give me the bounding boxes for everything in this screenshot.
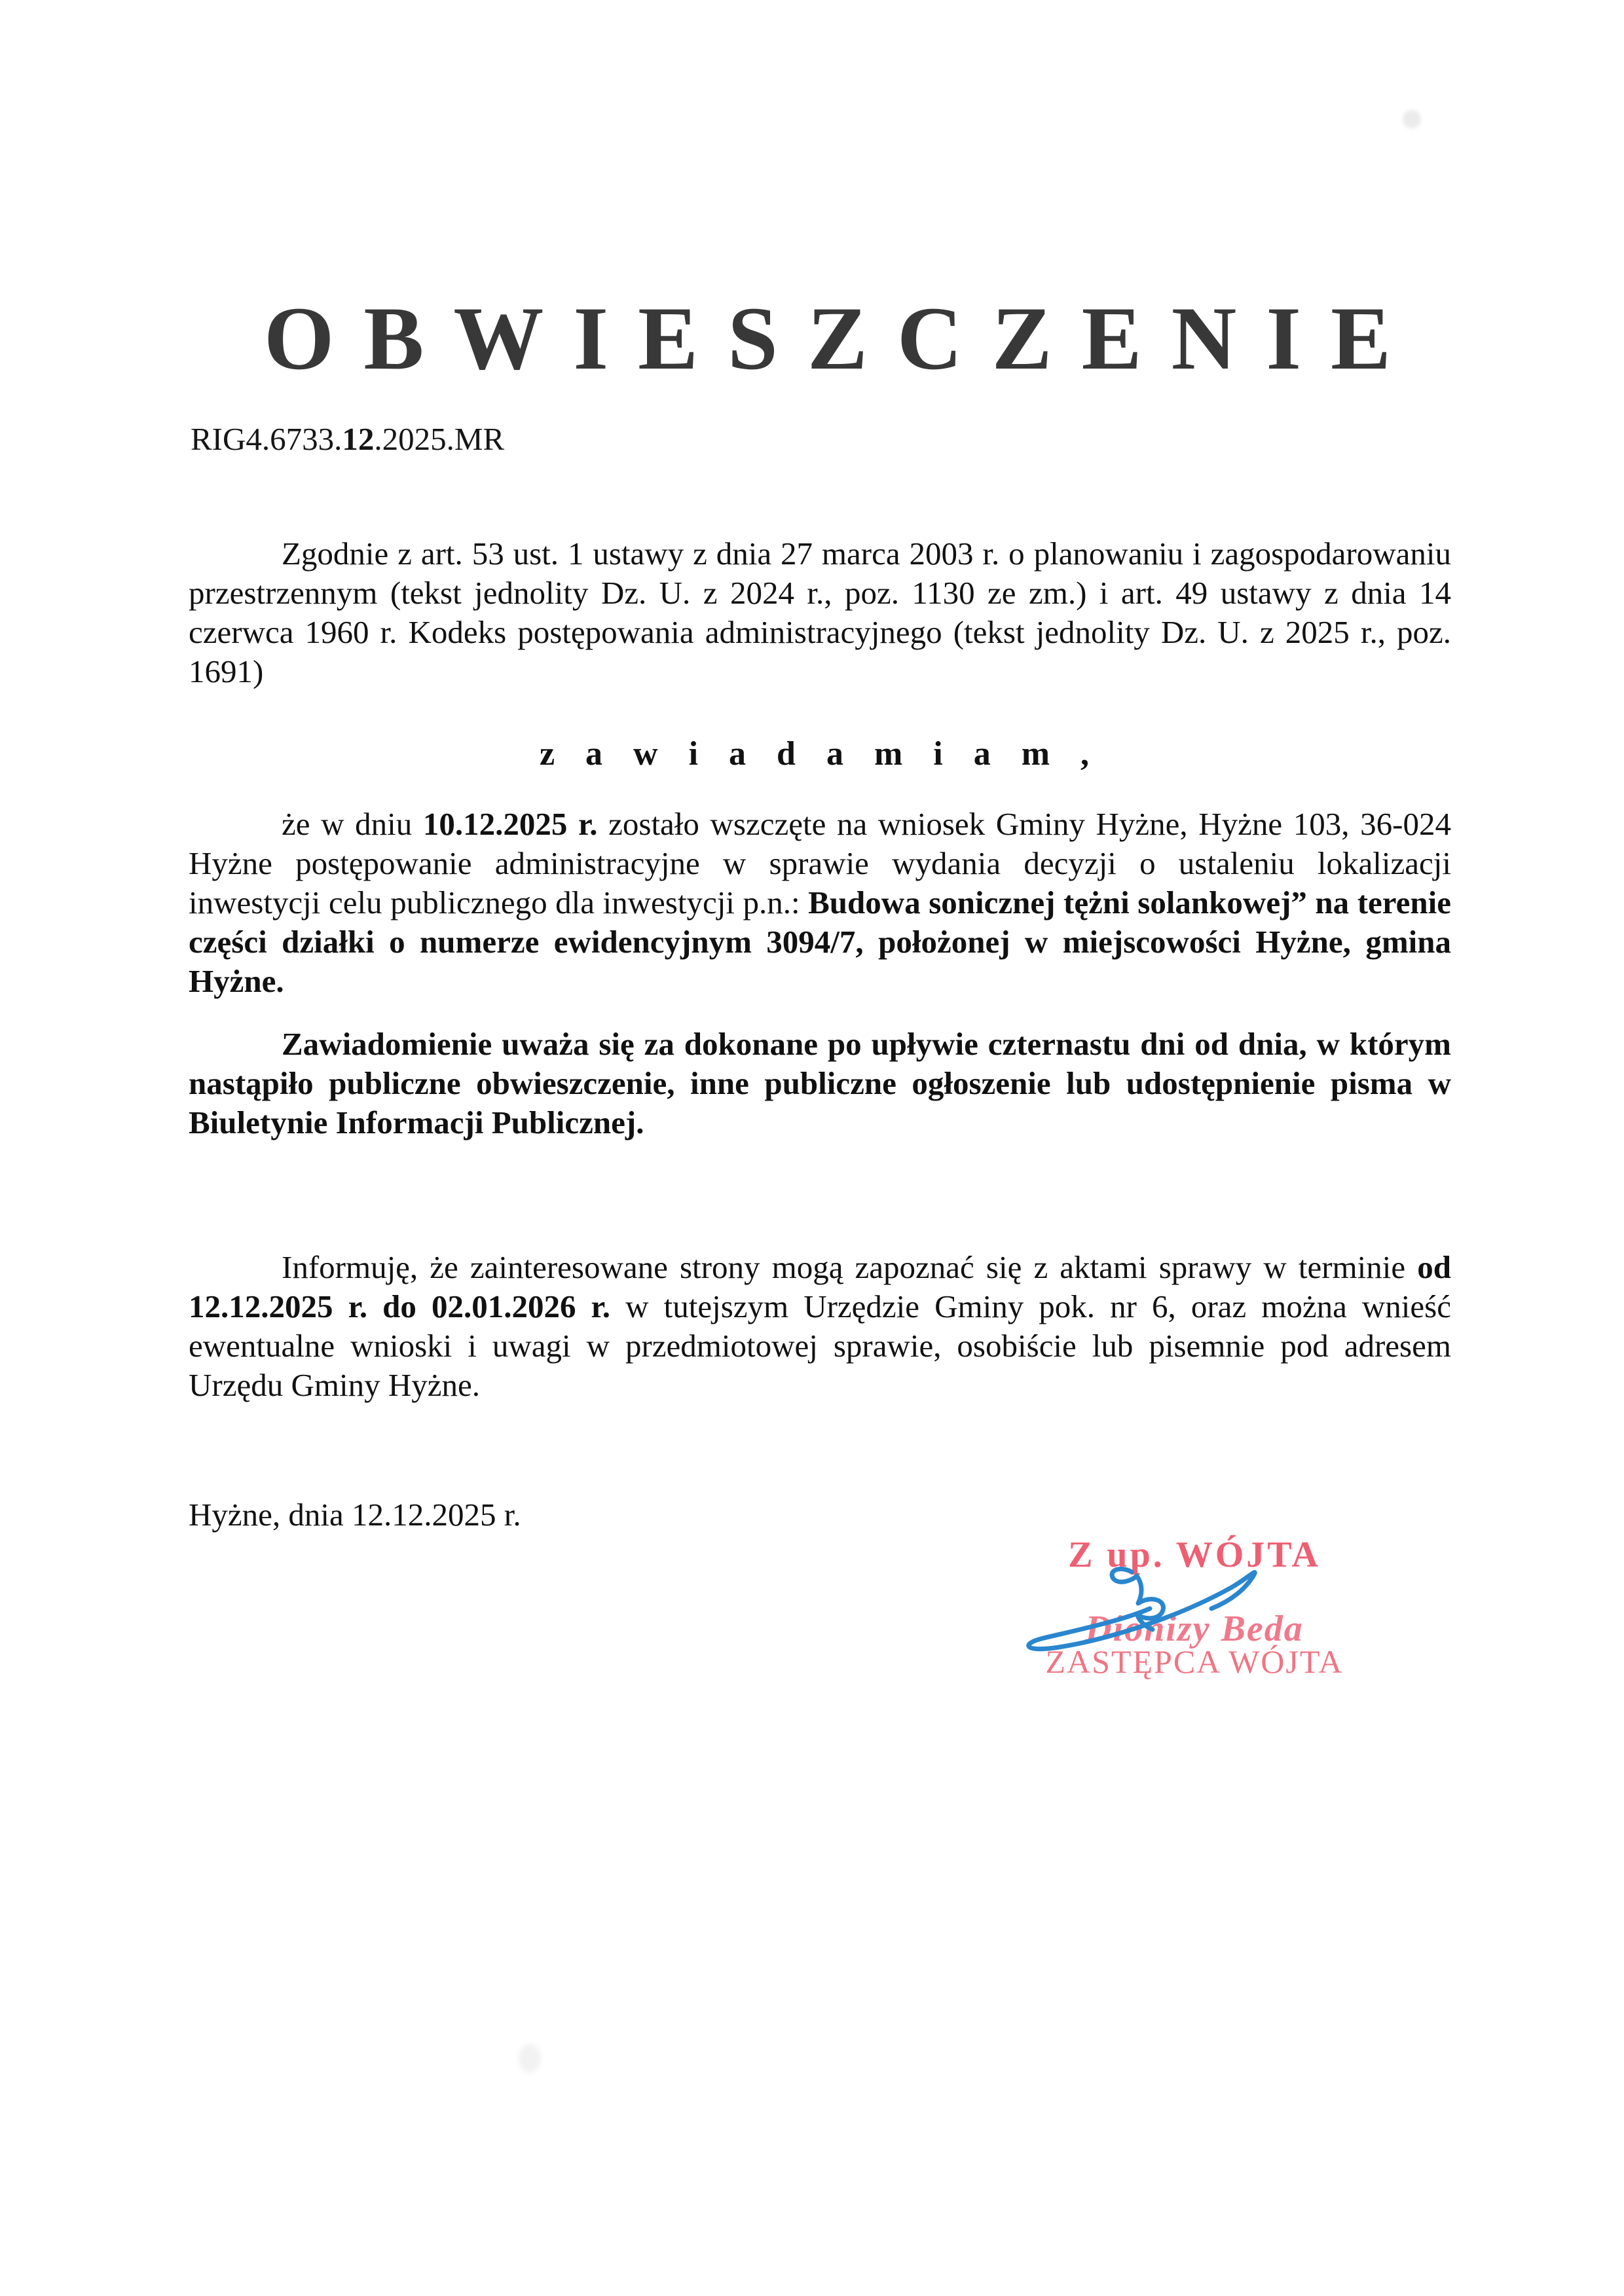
stamp-signer-title: ZASTĘPCA WÓJTA bbox=[1045, 1643, 1344, 1680]
place-and-date-line: Hyżne, dnia 12.12.2025 r. bbox=[189, 1497, 521, 1533]
text-run: że w dniu bbox=[282, 806, 423, 842]
notice-keyword-zawiadamiam: z a w i a d a m i a m , bbox=[539, 735, 1101, 773]
reference-prefix: RIG4.6733. bbox=[191, 421, 342, 457]
text-run: Zawiadomienie uważa się za dokonane po upływie czternastu dni od dnia, w którym nastąpiło publiczne obwieszczenie, inne publiczne ogłoszenie lub udostępnienie pisma w Biuletynie Informacji Publicznej. bbox=[189, 1026, 1451, 1140]
stamp-authorization-line: Z up. WÓJTA bbox=[1068, 1535, 1321, 1575]
stamp-signer-name: Dionizy Beda bbox=[1085, 1609, 1304, 1649]
paragraph-legal-basis bbox=[189, 534, 1451, 691]
reference-case-number: 12 bbox=[342, 421, 375, 457]
scan-artifact-bottom bbox=[519, 2044, 541, 2073]
reference-number bbox=[191, 421, 504, 458]
text-run: zostało wszczęte na wniosek Gminy Hyżne, Hyżne 103, 36-024 Hyżne postępowanie administracyjne w sprawie wydania decyzji o ustaleniu lokalizacji inwestycji celu publicznego dla inwestycji p.n.: bbox=[189, 806, 1451, 920]
text-run: 10.12.2025 r. bbox=[422, 806, 598, 842]
text-run: Budowa sonicznej tężni solankowej” na terenie części działki o numerze ewidencyjnym 3094/7, położonej w miejscowości Hyżne, gmina Hyżne. bbox=[189, 884, 1452, 999]
reference-suffix: .2025.MR bbox=[374, 421, 505, 457]
handwritten-signature-ink bbox=[1015, 1561, 1277, 1653]
text-run: Zgodnie z art. 53 ust. 1 ustawy z dnia 27 marca 2003 r. o planowaniu i zagospodarowaniu przestrzennym (tekst jednolity Dz. U. z 2024 r., poz. 1130 ze zm.) i art. 49 ustawy z dnia 14 czerwca 1960 r. Kodeks postępowania administracyjnego (tekst jednolity Dz. U. z 2025 r., poz. 1691) bbox=[189, 536, 1451, 689]
scan-artifact-top-right bbox=[1403, 110, 1421, 128]
paragraph-deemed-served bbox=[189, 1025, 1451, 1142]
paragraph-proceeding bbox=[189, 805, 1451, 1001]
text-run: Informuję, że zainteresowane strony mogą zapoznać się z aktami sprawy w terminie bbox=[282, 1249, 1418, 1285]
text-run: w tutejszym Urzędzie Gminy pok. nr 6, oraz można wnieść ewentualne wnioski i uwagi w przedmiotowej sprawie, osobiście lub pisemnie pod adresem Urzędu Gminy Hyżne. bbox=[189, 1288, 1451, 1403]
text-run: od 12.12.2025 r. do 02.01.2026 r. bbox=[189, 1249, 1451, 1324]
document-title: OBWIESZCZENIE bbox=[264, 288, 1421, 388]
paragraph-inspection bbox=[189, 1248, 1451, 1405]
